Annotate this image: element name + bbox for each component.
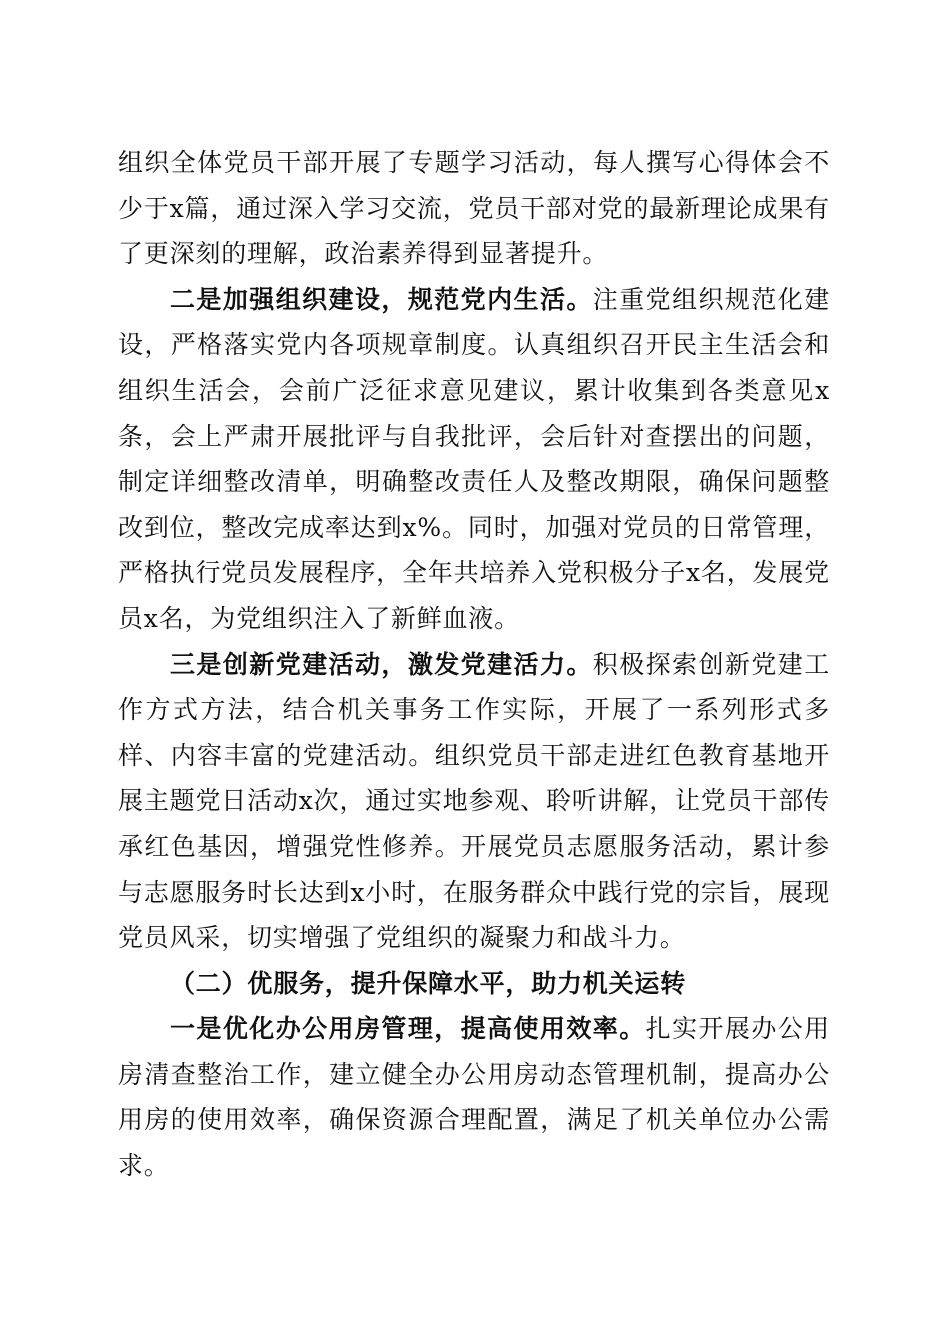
paragraph-lead: 一是优化办公用房管理，提高使用效率。 [170,1014,646,1044]
paragraph-text: 注重党组织规范化建设，严格落实党内各项规章制度。认真组织召开民主生活会和组织生活会，会前广泛征求意见建议，累计收集到各类意见x条，会上严肃开展批评与自我批评，会后针对查摆出的问题，制定详细整改清单，明确整改责任人及整改期限，确保问题整改到位，整改完成率达到x%。同时，加强对党员的日常管理，严格执行党员发展程序，全年共培养入党积极分子x名，发展党员x名，为党组织注入了新鲜血液。 [118,284,830,633]
paragraph-text: 积极探索创新党建工作方式方法，结合机关事务工作实际，开展了一系列形式多样、内容丰富的党建活动。组织党员干部走进红色教育基地开展主题党日活动x次，通过实地参观、聆听讲解，让党员干部传承红色基因，增强党性修养。开展党员志愿服务活动，累计参与志愿服务时长达到x小时，在服务群众中践行党的宗旨，展现党员风采，切实增强了党组织的凝聚力和战斗力。 [118,649,830,953]
paragraph-party-activities [118,642,830,961]
paragraph-lead: 二是加强组织建设，规范党内生活。 [170,284,593,314]
paragraph-lead: 三是创新党建活动，激发党建活力。 [170,649,593,679]
paragraph-text: 扎实开展办公用房清查整治工作，建立健全办公用房动态管理机制，提高办公用房的使用效率，确保资源合理配置，满足了机关单位办公需求。 [118,1014,830,1181]
section-heading: （二）优服务，提升保障水平，助力机关运转 [170,968,687,998]
paragraph-text: 组织全体党员干部开展了专题学习活动，每人撰写心得体会不少于x篇，通过深入学习交流，党员干部对党的最新理论成果有了更深刻的理解，政治素养得到显著提升。 [118,148,830,269]
paragraph-organization-building [118,277,830,642]
paragraph-continuation [118,140,830,277]
document-body [118,140,830,1189]
paragraph-office-management [118,1006,830,1188]
